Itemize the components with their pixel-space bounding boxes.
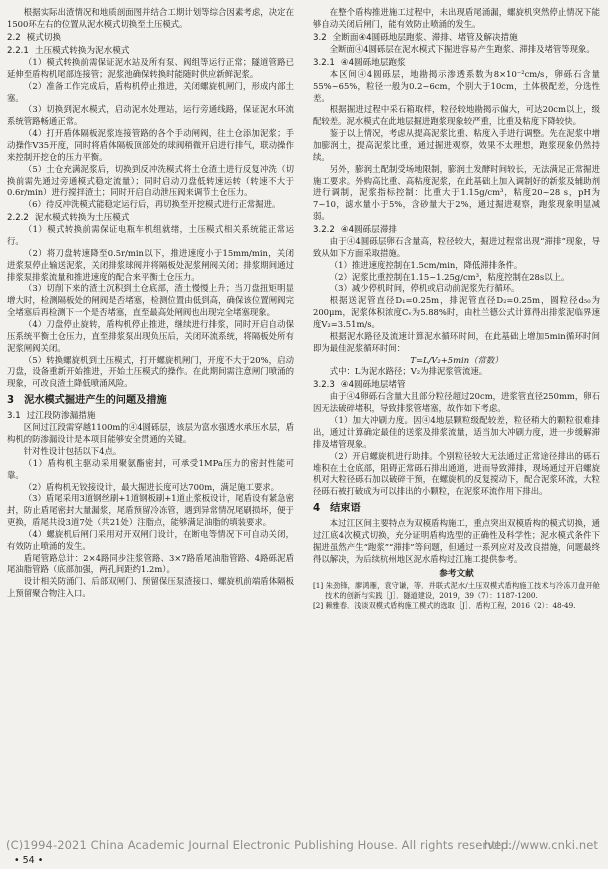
paragraph: （1）盾构机主驱动采用聚氨酯密封，可承受1MPa压力的密封性能可靠。 [7,457,294,480]
paragraph: （3）切换到泥水模式，启动泥水处理站，运行旁通线路，保证泥水环流系统管路畅通正常。 [7,104,294,127]
section-title: ④4圆砾地层跑浆 [340,57,406,68]
section-number: 3.2.3 [313,380,335,391]
right-column [313,7,600,611]
paragraph: （5）土仓充满泥浆后，切换到反冲洗模式将土仓渣土进行反复冲洗（切换前需先通过旁通模式稳定流量）；同时启动刀盘低转速运转（转速不大于0.6r/min）进行搅拌渣土；同时开启自动泄压阀来调节土仓压力。 [7,163,294,198]
section-heading [313,224,600,236]
equation: T=L/V₂+5min（常数） [410,354,503,365]
section-heading [7,410,294,422]
section-number: 4 [313,503,321,515]
section-heading [7,32,294,44]
paragraph: 根据实际出渣情况和地质剖面图并结合工期计划等综合因素考虑，决定在1500环左右的位置从泥水模式切换至土压模式。 [7,7,294,29]
paragraph: （2）开启螺旋机进行助排。个别粒径较大无法通过正常途径排出的砾石堆积在土仓底部，阻碍正常砾石排出通道，进而导致滞排，现场通过开启螺旋机对大粒径砾石加以破碎干预，在螺旋机的反复搅动下，配合泥浆环流，大粒径砾石被打破成为可以排出的小颗粒，在泥浆环流作用下排出。 [313,450,600,497]
paragraph: （1）加大冲刷力度。因④4地层颗粒级配较差，粒径稍大的颗粒很难排出，通过计算确定最佳的送浆及排浆流量，适当加大冲刷力度，进一步缓解滞排及堵管现象。 [313,415,600,449]
section-heading [313,502,600,516]
paragraph: （1）推进速度控制在1.5cm/min，降低滞排条件。 [329,259,523,270]
paragraph: （2）将刀盘转速降至0.5r/min以下，推进速度小于15mm/min，关闭进浆泵停止输送泥浆，关闭排浆球阀并将隔板处泥浆闸阀关闭；排浆期间通过排浆泵排浆流量和推进速度的配合来平衡土仓压力。 [7,247,294,282]
paragraph: 针对性设计包括以下4点。 [23,445,122,456]
section-number: 3.2.1 [313,57,335,68]
section-title: 泥水模式掘进产生的问题及措施 [24,395,167,407]
section-number: 2.2.2 [7,213,29,224]
paragraph: （3）减少停机时间，停机或启动前泥浆先行循环。 [329,283,520,294]
paragraph: （2）准备工作完成后，盾构机停止推进，关闭螺旋机闸门，形成内部土塞。 [7,80,294,103]
paragraph: （4）打开盾体隔板泥浆连接管路的各个手动闸阀，往土仓添加泥浆；手动操作V35开度，同时将盾体隔板顶部处的球阀稍微开启进行排气，联动操作来控制开挖仓的压力平衡。 [7,128,294,162]
section-title: ④4圆砾层滞排 [340,224,398,235]
paragraph: 式中：L为泥水路径；V₂为排泥浆管流速。 [329,366,488,377]
section-number: 2.2 [7,32,21,43]
paragraph: 根据泥水路径及流速计算泥水循环时间，在此基础上增加5min循环时间即为最佳泥浆循环时间： [313,330,600,353]
section-number: 3.2.2 [313,224,335,235]
section-heading [313,32,600,44]
reference-entry: [2] 赖雅春．浅谈双模式盾构施工模式的选取［J］．盾构工程，2016（2）：48-49. [313,601,576,610]
paragraph: 鉴于以上情况，考虑从提高泥浆比重、粘度入手进行调整。先在泥浆中增加膨润土，提高泥浆比重，通过掘进观察，效果不太理想，跑浆现象仍然持续。 [313,128,600,162]
paragraph: 设计相关防涌门、后部双闸门、预留保压泵渣接口、螺旋机前端盾体隔板上预留聚合物注入口。 [7,576,294,599]
section-title: 泥水模式转换为土压模式 [34,213,130,224]
website-link[interactable]: http://www.cnki.net [484,838,598,852]
paragraph: 盾尾管路总计：2×4路同步注浆管路、3×7路盾尾油脂管路、4路砾泥盾尾油脂管路（底部加强，两孔间距约1.2m）。 [7,552,294,575]
references-title: 参考文献 [439,569,474,580]
section-title: 过江段防渗漏措施 [26,411,96,422]
paragraph: （2）盾构机无铰接设计，最大掘进长度可达700m，满足施工要求。 [23,481,280,492]
paragraph: （1）模式转换前需保证泥水站及所有泵、阀组等运行正常；隧道管路已延伸至盾构机尾部连接管；泥浆池确保转换时能随时供应新鲜泥浆。 [7,57,294,79]
section-number: 2.2.1 [7,45,29,56]
paragraph: （2）泥浆比重控制在1.15~1.25g/cm³，粘度控制在28s以上。 [329,271,570,282]
section-title: 结束语 [330,503,361,515]
paragraph: （1）模式转换前需保证电瓶车机组就绪，土压模式相关系统能正常运行。 [7,224,294,247]
paragraph: （5）转换螺旋机到土压模式，打开螺旋机闸门，开度不大于20%，启动刀盘，设备重新开始推进，开始土压模式的操作。在此期间需注意闸门喷涌的现象，可改良渣土降低喷涌风险。 [7,354,294,389]
section-heading [7,45,294,57]
paragraph: 全断面④4圆砾层在泥水模式下掘进容易产生跑浆、滞排及堵管等现象。 [329,43,595,54]
left-column [7,7,294,600]
section-title: 土压模式转换为泥水模式 [34,45,130,56]
section-title: 全断面④4圆砾地层跑浆、滞排、堵管及解决措施 [332,32,518,43]
section-title: 模式切换 [26,32,62,43]
paragraph: （4）螺旋机后闸门采用对开双闸门设计，在断电等情况下可自动关闭，有效防止喷涌的发生。 [7,528,294,551]
paragraph: 根据送泥管直径D₁=0.25m，排泥管直径D₂=0.25m，圆粒径d₅₀为200μm，泥浆体积浓度Cᵥ为5.88%时，由杜兰德公式计算得出排浆泥临界速度V₂=3.51m/s。 [313,295,600,330]
paragraph: （3）切削下来的渣土沉积到土仓底部，渣土慢慢上升；当刀盘扭矩明显增大时，检测隔板处的闸阀是否堵塞，检测位置由低到高，确保该位置闸阀完全堵塞后再检测下一个是否堵塞，直至最高处闸阀也出现完全堵塞现象。 [7,283,294,318]
paragraph: （6）待反冲洗模式能稳定运行后，再切换至开挖模式进行正常掘进。 [23,199,281,210]
paragraph: 由于④4圆砾层卵石含量高，粒径较大，掘进过程常出现“滞排”现象，导致从如下方面采取措施。 [313,236,600,258]
paragraph: 由于④4卵砾石含量大且部分粒径超过20cm，进浆管直径250mm，卵石因无法破碎堵积，导致排浆管堵塞，故作如下考虑。 [313,391,600,414]
paragraph: 区间过江段需穿越1100m的④4圆砾层，该层为富水强透水承压水层，盾构机的防渗漏设计是本项目能够安全贯通的关键。 [7,422,294,445]
paragraph: （3）盾尾采用3道钢丝刷+1道钢板刷+1道止浆板设计，尾盾设有紧急密封，防止盾尾密封大量漏浆，尾盾预留冷冻管，遇到异常情况尾刷损坏，便于更换，盾尾共设3道7处（共21处）注脂点，能够满足油脂的填装要求。 [7,493,294,528]
reference-entry: [1] 朱劲锋，廖鸿雁，袁守谦，等．并联式泥水/土压双模式盾构施工技术与冷冻刀盘开舱技术的创新与实践［J］．隧道建设，2019，39（7）：1187-1200. [313,581,600,601]
section-number: 3.2 [313,32,327,43]
section-number: 3 [7,395,15,407]
copyright-footer [6,838,602,852]
paragraph: 在整个盾构推进施工过程中，未出现盾尾涌漏，螺旋机突然停止情况下能够自动关闭后闸门，能有效防止喷涌的发生。 [313,7,600,29]
section-number: 3.1 [7,411,21,422]
section-title: ④4圆砾地层堵管 [340,380,406,391]
paragraph: 根据掘进过程中采石箱取样，粒径较地勘揭示偏大，可达20cm以上，级配较差。泥水模式在此地层掘进跑浆现象较严重，比重及粘度下降较快。 [313,104,600,127]
section-heading [313,379,600,391]
copyright-text: (C)1994-2021 China Academic Journal Electronic Publishing House. All rights reserved. [6,838,513,852]
section-heading [313,57,600,69]
paragraph: 另外，膨润土配制受场地限制，膨润土发酵时间较长，无法满足正常掘进施工要求。外购高比重、高粘度泥浆，在此基础上加入调制好的新浆及辅助剂进行调制，泥浆指标控制：比重大于1.15g/cm³，粘度20~28 s，pH为7~10，滤水量小于5%，含砂量大于2%，通过掘进观察，跑浆现象明显减弱。 [313,163,600,222]
paragraph: 本区间④4圆砾层，地勘揭示渗透系数为8×10⁻²cm/s，卵砾石含量55%~65%，粒径一般为0.2~6cm，个别大于10cm，土体极配差，分选性差。 [313,68,600,103]
section-heading [7,212,294,224]
paragraph: （4）刀盘停止旋转，盾构机停止推进，继续进行排浆，同时开启自动保压系统平衡土仓压力，直至排浆泵出现负压后，关闭环流系统，将隔板处所有泥浆闸阀关闭。 [7,319,294,353]
page-number: • 54 • [14,855,44,866]
section-heading [7,394,294,408]
paragraph: 本过江区间主要特点为双模盾构施工，重点突出双模盾构的模式切换，通过江底4次模式切换，充分证明盾构选型的正确性及科学性；泥水模式条件下掘进虽然产生“跑浆”“滞排”等问题，但通过一系列应对及改良措施，问题最终得以解决，为后续杭州地区泥水盾构过江施工提供参考。 [313,518,600,564]
